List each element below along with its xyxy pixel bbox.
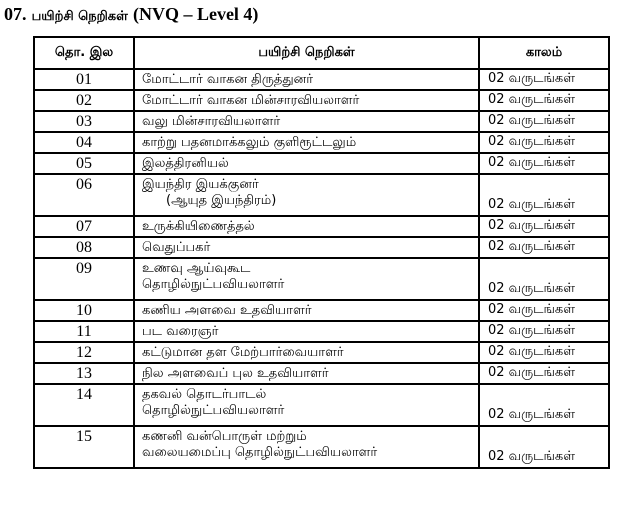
- row-number: 02: [34, 90, 134, 111]
- course-name: [134, 174, 479, 216]
- course-name-line: மோட்டார் வாகன மின்சாரவியலாளர்: [142, 93, 360, 108]
- table-row: [34, 300, 609, 321]
- course-name: [134, 300, 479, 321]
- course-name-line: நில அளவைப் புல உதவியாளர்: [142, 366, 329, 381]
- row-number: 11: [34, 321, 134, 342]
- course-name-line: வலு மின்சாரவியலாளர்: [142, 114, 281, 129]
- course-name-line: தொழில்நுட்பவியலாளர்: [142, 403, 285, 418]
- table-row: [34, 426, 609, 468]
- row-number: 09: [34, 258, 134, 300]
- course-duration: 02 வருடங்கள்: [479, 342, 609, 363]
- course-duration: 02 வருடங்கள்: [479, 90, 609, 111]
- row-number: 06: [34, 174, 134, 216]
- row-number: 03: [34, 111, 134, 132]
- course-name: [134, 237, 479, 258]
- table-row: [34, 237, 609, 258]
- table-row: [34, 153, 609, 174]
- course-name-line: உருக்கியிணைத்தல்: [142, 219, 255, 234]
- course-name-line: காற்று பதனமாக்கலும் குளிரூட்டலும்: [142, 135, 357, 150]
- course-name: [134, 69, 479, 90]
- course-name-line: தகவல் தொடர்பாடல்: [142, 387, 267, 402]
- header-serial-no: தொ. இல: [34, 37, 134, 69]
- section-number: 07.: [4, 4, 27, 24]
- course-name-line: இலத்திரனியல்: [142, 156, 229, 171]
- course-duration: 02 வருடங்கள்: [479, 237, 609, 258]
- table-row: [34, 90, 609, 111]
- section-level: (NVQ – Level 4): [132, 4, 259, 24]
- course-name: [134, 258, 479, 300]
- course-name: [134, 111, 479, 132]
- course-name-line: (ஆயுத இயந்திரம்): [166, 193, 277, 208]
- row-number: 07: [34, 216, 134, 237]
- course-name: [134, 132, 479, 153]
- course-name: [134, 426, 479, 468]
- course-duration: 02 வருடங்கள்: [479, 426, 609, 468]
- table-row: [34, 174, 609, 216]
- row-number: 08: [34, 237, 134, 258]
- course-duration: 02 வருடங்கள்: [479, 153, 609, 174]
- row-number: 01: [34, 69, 134, 90]
- course-name-line: கணிய அளவை உதவியாளர்: [142, 303, 312, 318]
- course-name-line: உணவு ஆய்வுகூட: [142, 261, 251, 276]
- table-header-row: [34, 37, 609, 69]
- course-name: [134, 90, 479, 111]
- course-duration: 02 வருடங்கள்: [479, 300, 609, 321]
- course-name-line: வலையமைப்பு தொழில்நுட்பவியலாளர்: [142, 445, 378, 460]
- course-name-line: பட வரைஞர்: [142, 324, 219, 339]
- course-name: [134, 321, 479, 342]
- table-row: [34, 69, 609, 90]
- table-row: [34, 258, 609, 300]
- row-number: 04: [34, 132, 134, 153]
- row-number: 12: [34, 342, 134, 363]
- course-name: [134, 384, 479, 426]
- course-duration: 02 வருடங்கள்: [479, 69, 609, 90]
- row-number: 10: [34, 300, 134, 321]
- header-duration: காலம்: [479, 37, 609, 69]
- course-name: [134, 363, 479, 384]
- table-row: [34, 384, 609, 426]
- course-duration: 02 வருடங்கள்: [479, 132, 609, 153]
- course-name-line: மோட்டார் வாகன திருத்துனர்: [142, 72, 314, 87]
- course-duration: 02 வருடங்கள்: [479, 174, 609, 216]
- course-name: [134, 216, 479, 237]
- course-name-line: வெதுப்பகர்: [142, 240, 211, 255]
- table-row: [34, 111, 609, 132]
- table-row: [34, 363, 609, 384]
- section-title: பயிற்சி நெறிகள்: [31, 9, 128, 24]
- course-duration: 02 வருடங்கள்: [479, 216, 609, 237]
- course-name: [134, 153, 479, 174]
- course-name-line: கணனி வன்பொருள் மற்றும்: [142, 429, 307, 444]
- header-course-name: பயிற்சி நெறிகள்: [134, 37, 479, 69]
- table-row: [34, 342, 609, 363]
- table-row: [34, 132, 609, 153]
- course-name: [134, 342, 479, 363]
- course-duration: 02 வருடங்கள்: [479, 321, 609, 342]
- course-duration: 02 வருடங்கள்: [479, 258, 609, 300]
- courses-table: [33, 36, 610, 469]
- course-name-line: தொழில்நுட்பவியலாளர்: [142, 277, 285, 292]
- table-row: [34, 321, 609, 342]
- course-duration: 02 வருடங்கள்: [479, 363, 609, 384]
- course-name-line: இயந்திர இயக்குனர்: [142, 177, 259, 192]
- course-duration: 02 வருடங்கள்: [479, 111, 609, 132]
- course-name-line: கட்டுமான தள மேற்பார்வையாளர்: [142, 345, 344, 360]
- row-number: 14: [34, 384, 134, 426]
- course-duration: 02 வருடங்கள்: [479, 384, 609, 426]
- row-number: 13: [34, 363, 134, 384]
- section-heading: [4, 4, 258, 30]
- row-number: 05: [34, 153, 134, 174]
- table-row: [34, 216, 609, 237]
- row-number: 15: [34, 426, 134, 468]
